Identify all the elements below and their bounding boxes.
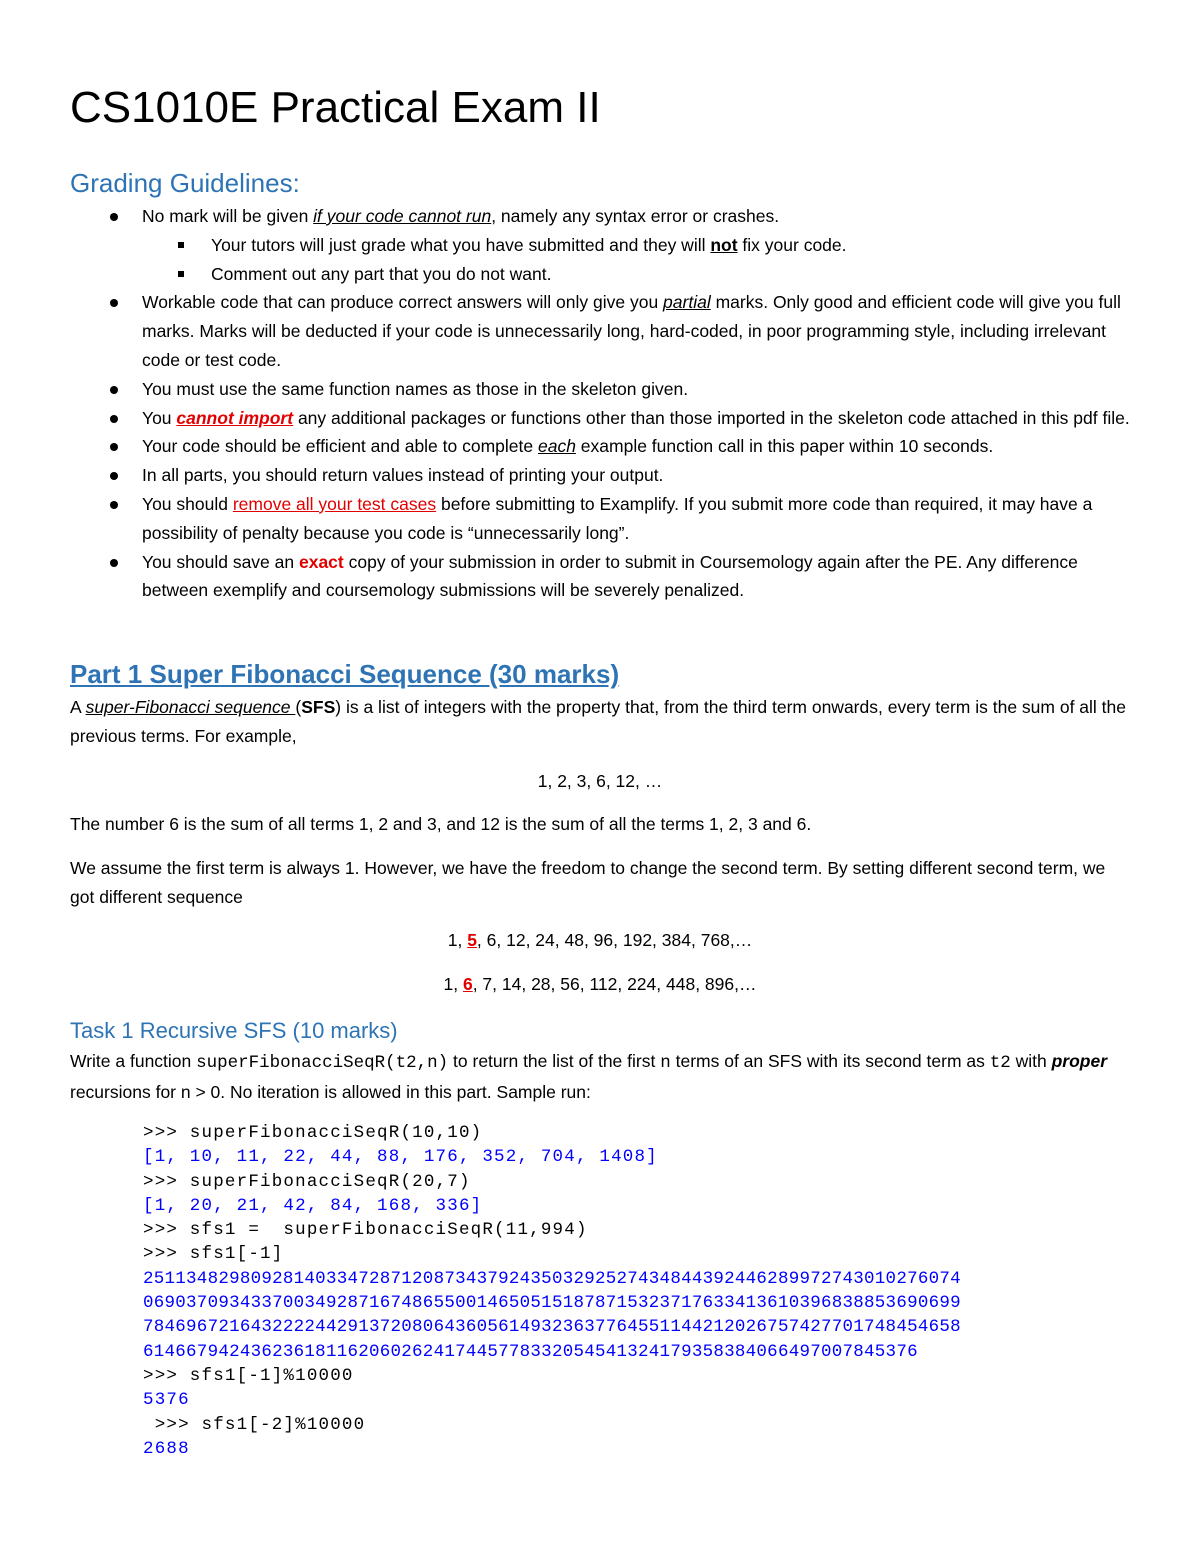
code-output: 7846967216432222442913720806436056149323637764551144212026757427701748454658 bbox=[143, 1317, 961, 1338]
code-output: 2511348298092814033472871208734379243503292527434844392446289972743010276074 bbox=[143, 1268, 961, 1289]
list-item: No mark will be given if your code cannot run, namely any syntax error or crashes. bbox=[0, 202, 1132, 231]
list-item: Your code should be efficient and able to complete each example function call in this paper within 10 seconds. bbox=[0, 432, 1132, 461]
emphasis: if your code cannot run bbox=[313, 206, 492, 226]
bullet-dot-icon bbox=[110, 559, 118, 567]
part1-freedom: We assume the first term is always 1. However, we have the freedom to change the second term. By setting different second term, we got different sequence bbox=[70, 858, 1106, 907]
grading-list bbox=[0, 202, 1200, 605]
code-output: 2688 bbox=[143, 1438, 190, 1459]
list-item: Comment out any part that you do not want. bbox=[0, 260, 1132, 289]
list-item: Workable code that can produce correct answers will only give you partial marks. Only good and efficient code will give you full marks. Marks will be deducted if your code is unnecessarily long, hard-coded, in poor programming style, including irrelevant code or test code. bbox=[0, 288, 1132, 374]
page-title: CS1010E Practical Exam II bbox=[70, 83, 601, 132]
bullet-dot-icon bbox=[110, 386, 118, 394]
code-output: [1, 10, 11, 22, 44, 88, 176, 352, 704, 1408] bbox=[143, 1147, 658, 1168]
code-line: >>> sfs1[-1]%10000 bbox=[143, 1365, 354, 1386]
emphasis: cannot import bbox=[176, 407, 294, 428]
bullet-dot-icon bbox=[110, 213, 118, 221]
list-item: You must use the same function names as those in the skeleton given. bbox=[0, 375, 1132, 404]
emphasis: proper bbox=[1051, 1051, 1108, 1071]
bullet-dot-icon bbox=[110, 501, 118, 509]
bullet-square-icon bbox=[178, 242, 184, 248]
task1-heading: Task 1 Recursive SFS (10 marks) bbox=[70, 1018, 398, 1043]
code-line: >>> superFibonacciSeqR(10,10) bbox=[143, 1123, 483, 1143]
grading-heading: Grading Guidelines: bbox=[70, 168, 300, 198]
emphasis: remove all your test cases bbox=[232, 493, 437, 514]
code-output: 5376 bbox=[143, 1390, 190, 1411]
code-line: >>> sfs1 = superFibonacciSeqR(11,994) bbox=[143, 1220, 588, 1241]
list-item: You cannot import any additional packages or functions other than those imported in the skeleton code attached in this pdf file. bbox=[0, 404, 1132, 433]
emphasis: exact bbox=[298, 551, 344, 572]
emphasis: partial bbox=[663, 292, 711, 313]
inline-code: n bbox=[660, 1053, 671, 1073]
code-line: >>> sfs1[-1] bbox=[143, 1244, 284, 1265]
sequence-example-2: 1, 6, 7, 14, 28, 56, 112, 224, 448, 896,… bbox=[443, 974, 757, 994]
list-item: In all parts, you should return values instead of printing your output. bbox=[0, 461, 1132, 490]
sequence-example-1: 1, 5, 6, 12, 24, 48, 96, 192, 384, 768,… bbox=[447, 930, 753, 950]
inline-code: superFibonacciSeqR(t2,n) bbox=[196, 1053, 449, 1073]
emphasis: not bbox=[710, 234, 738, 255]
bullet-dot-icon bbox=[110, 443, 118, 451]
part1-explain: The number 6 is the sum of all terms 1, 2 and 3, and 12 is the sum of all the terms 1, 2, 3 and 6. bbox=[70, 814, 812, 834]
sample-run-code bbox=[143, 1121, 961, 1461]
bullet-dot-icon bbox=[110, 299, 118, 307]
term: super-Fibonacci sequence bbox=[85, 697, 296, 717]
inline-code: t2 bbox=[989, 1053, 1011, 1073]
bullet-dot-icon bbox=[110, 415, 118, 423]
emphasis: each bbox=[537, 436, 576, 457]
list-item: You should save an exact copy of your submission in order to submit in Coursemology again after the PE. Any difference between exemplify and coursemology submissions will be severely penalized. bbox=[0, 548, 1132, 606]
bullet-square-icon bbox=[178, 271, 184, 277]
list-item: Your tutors will just grade what you have submitted and they will not fix your code. bbox=[0, 231, 1132, 260]
code-output: 0690370934337003492871674865500146505151878715323717633413610396838853690699 bbox=[143, 1293, 961, 1314]
highlight: 5 bbox=[467, 930, 477, 950]
example-sequence: 1, 2, 3, 6, 12, … bbox=[537, 771, 663, 791]
code-line: >>> sfs1[-2]%10000 bbox=[143, 1414, 366, 1435]
part1-heading: Part 1 Super Fibonacci Sequence (30 marks) bbox=[70, 659, 620, 689]
part1-intro: A super-Fibonacci sequence (SFS) is a list of integers with the property that, from the third term onwards, every term is the sum of all the previous terms. For example, bbox=[70, 697, 1126, 746]
code-output: [1, 20, 21, 42, 84, 168, 336] bbox=[143, 1195, 483, 1216]
code-line: >>> superFibonacciSeqR(20,7) bbox=[143, 1171, 471, 1192]
bullet-dot-icon bbox=[110, 472, 118, 480]
highlight: 6 bbox=[462, 974, 473, 994]
list-item: You should remove all your test cases before submitting to Examplify. If you submit more code than required, it may have a possibility of penalty because you code is “unnecessarily long”. bbox=[0, 490, 1132, 548]
task1-description: Write a function superFibonacciSeqR(t2,n) to return the list of the first n terms of an SFS with its second term as t2 with proper recursions for n > 0. No iteration is allowed in this part. Sample run: bbox=[70, 1051, 1108, 1102]
code-output: 614667942436236181162060262417445778332054541324179358384066497007845376 bbox=[143, 1341, 918, 1362]
